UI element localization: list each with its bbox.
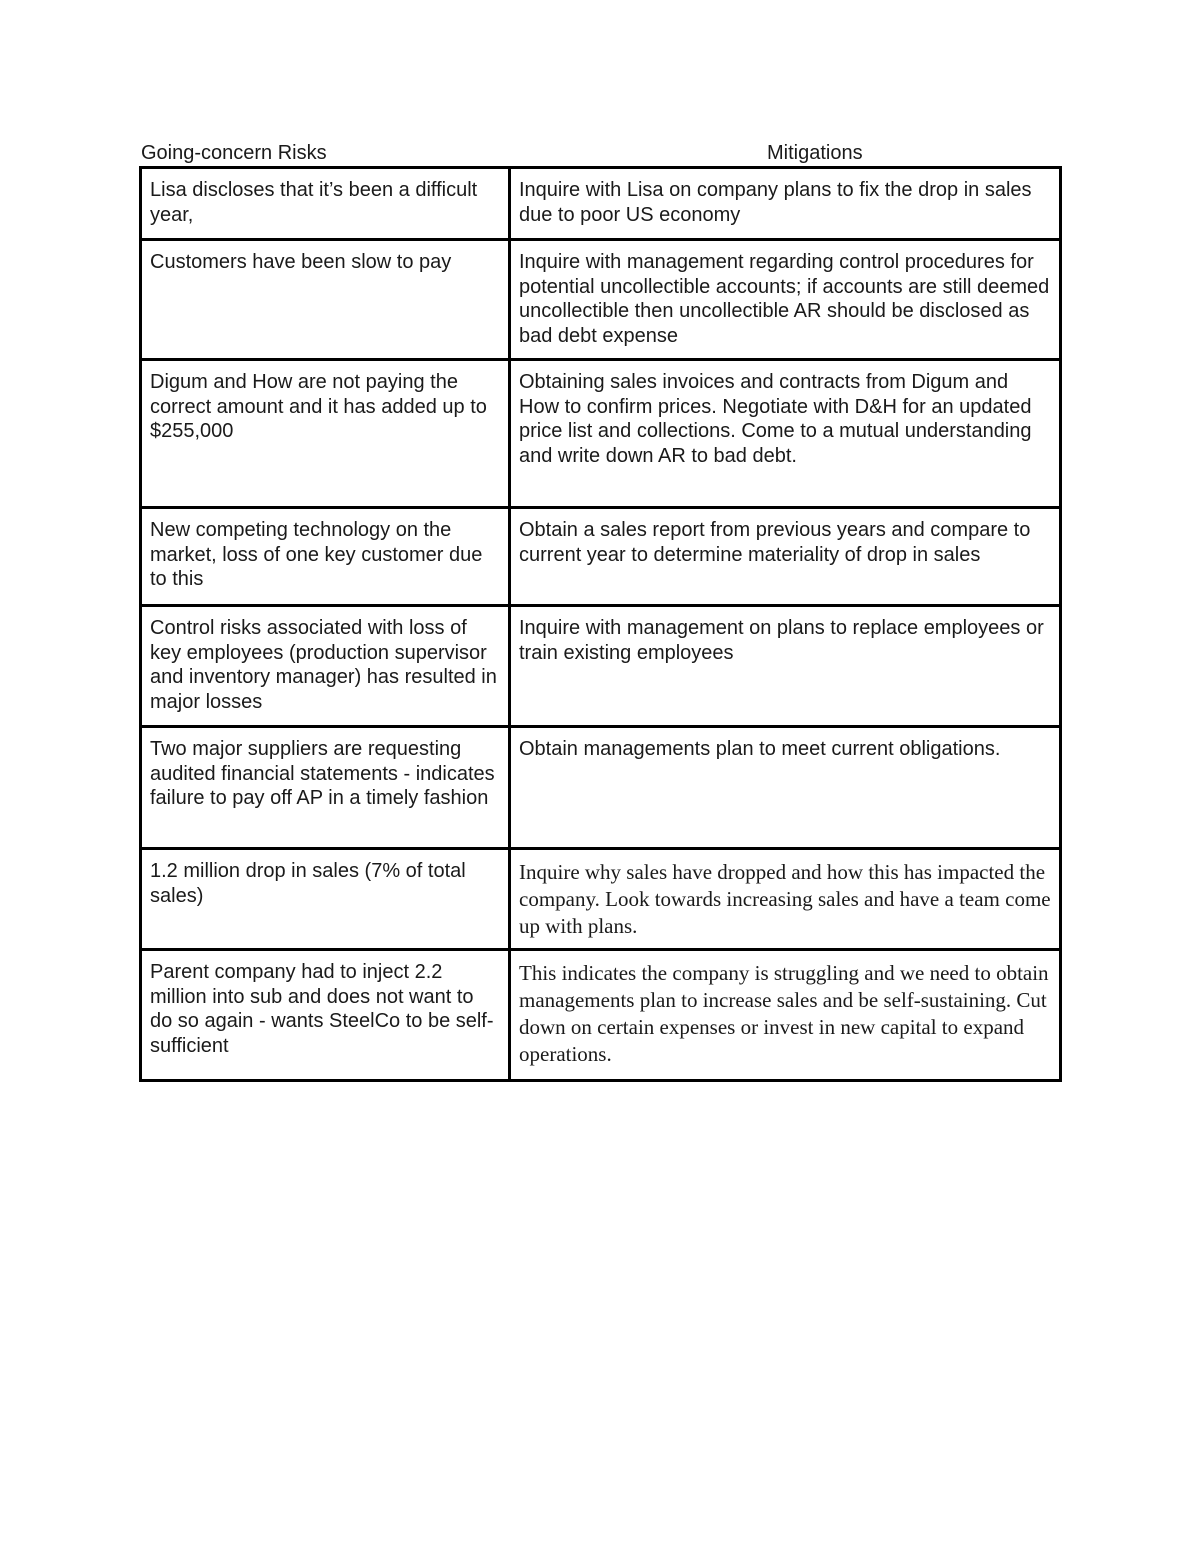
- mitigation-cell: Inquire why sales have dropped and how this has impacted the company. Look towards increasing sales and have a team come up with plans.: [510, 849, 1061, 950]
- risk-cell: Control risks associated with loss of key employees (production supervisor and inventory manager) has resulted in major losses: [141, 606, 510, 727]
- table-row: [141, 240, 1061, 360]
- mitigation-cell: Inquire with Lisa on company plans to fix the drop in sales due to poor US economy: [510, 168, 1061, 240]
- table-row: [141, 606, 1061, 727]
- table-row: [141, 950, 1061, 1081]
- mitigation-cell: This indicates the company is struggling and we need to obtain managements plan to increase sales and be self-sustaining. Cut down on certain expenses or invest in new capital to expand operations.: [510, 950, 1061, 1081]
- risk-cell: Lisa discloses that it’s been a difficult year,: [141, 168, 510, 240]
- table-row: [141, 727, 1061, 849]
- table-row: [141, 168, 1061, 240]
- risk-cell: Parent company had to inject 2.2 million into sub and does not want to do so again - wants SteelCo to be self-sufficient: [141, 950, 510, 1081]
- table-row: [141, 360, 1061, 508]
- risk-cell: Digum and How are not paying the correct amount and it has added up to $255,000: [141, 360, 510, 508]
- risk-cell: Two major suppliers are requesting audited financial statements - indicates failure to pay off AP in a timely fashion: [141, 727, 510, 849]
- table-row: [141, 849, 1061, 950]
- risk-cell: New competing technology on the market, loss of one key customer due to this: [141, 508, 510, 606]
- mitigation-cell: Inquire with management on plans to replace employees or train existing employees: [510, 606, 1061, 727]
- mitigation-cell: Inquire with management regarding control procedures for potential uncollectible accounts; if accounts are still deemed uncollectible then uncollectible AR should be disclosed as bad debt expense: [510, 240, 1061, 360]
- mitigation-cell: Obtain managements plan to meet current obligations.: [510, 727, 1061, 849]
- mitigations-column-heading: Mitigations: [767, 142, 863, 164]
- risk-cell: Customers have been slow to pay: [141, 240, 510, 360]
- mitigation-cell: Obtaining sales invoices and contracts from Digum and How to confirm prices. Negotiate with D&H for an updated price list and collections. Come to a mutual understanding and write down AR to bad debt.: [510, 360, 1061, 508]
- table-row: [141, 508, 1061, 606]
- risk-cell: 1.2 million drop in sales (7% of total sales): [141, 849, 510, 950]
- risk-mitigation-table: [139, 166, 1062, 1082]
- risks-column-heading: Going-concern Risks: [141, 142, 327, 164]
- mitigation-cell: Obtain a sales report from previous years and compare to current year to determine materiality of drop in sales: [510, 508, 1061, 606]
